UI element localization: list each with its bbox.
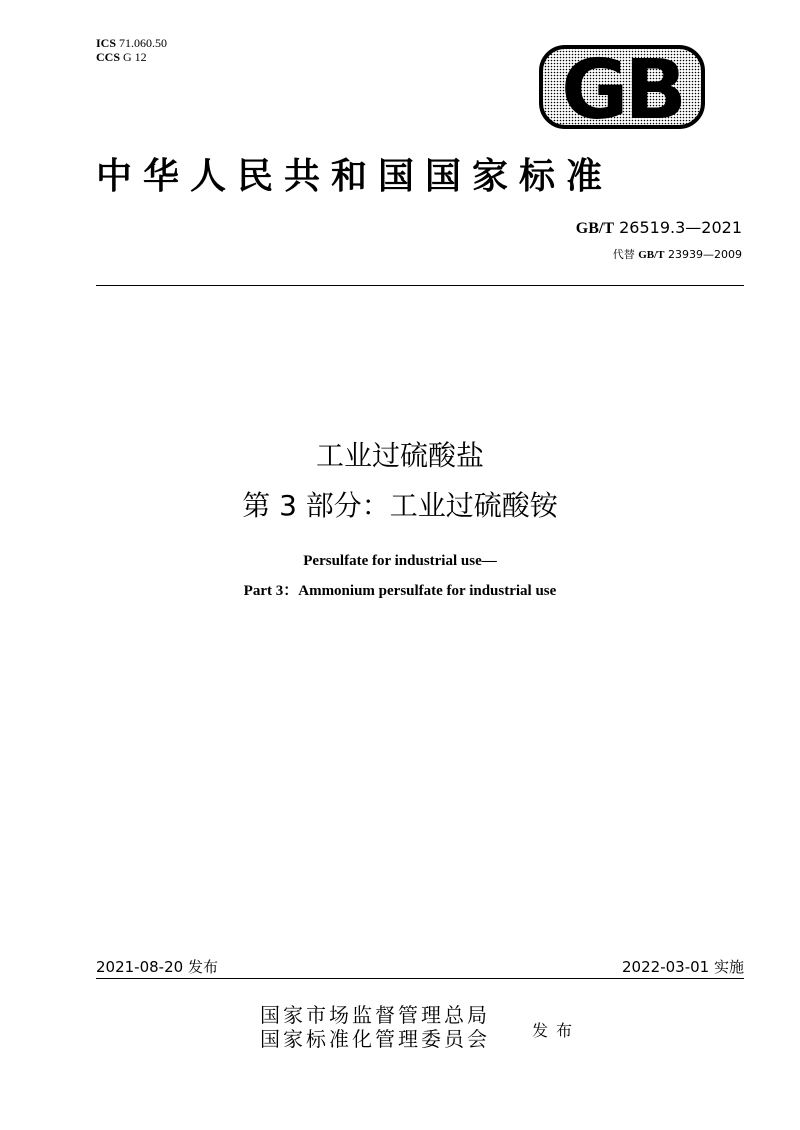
top-divider	[96, 285, 744, 286]
svg-text:GB: GB	[561, 44, 683, 130]
standard-number	[576, 218, 742, 238]
ics-value: 71.060.50	[119, 36, 168, 50]
replaces-standard	[613, 246, 742, 262]
publishers	[260, 1003, 490, 1051]
english-title-line-1: Persulfate for industrial use—	[303, 553, 497, 569]
standard-prefix: GB/T	[575, 220, 615, 237]
ccs-code	[96, 50, 167, 64]
bottom-divider	[96, 978, 744, 979]
ccs-value: G 12	[123, 50, 147, 64]
standard-number-value: 26519.3—2021	[619, 218, 742, 237]
issue-date-value: 2021-08-20	[96, 958, 184, 976]
ics-code	[96, 36, 167, 50]
english-title-line-2: Part 3：Ammonium persulfate for industrial use	[243, 583, 557, 599]
replaces-prefix: GB/T	[638, 249, 665, 261]
replaces-label: 代替	[612, 248, 635, 261]
gb-logo	[538, 44, 706, 130]
chinese-title-line-2: 第 3 部分：工业过硫酸铵	[242, 489, 558, 522]
ccs-label: CCS	[96, 50, 121, 64]
issue-date	[96, 956, 218, 977]
replaces-number: 23939—2009	[668, 248, 742, 261]
publisher-sac: 国家标准化管理委员会	[260, 1027, 490, 1051]
national-standard-heading: 中华人民共和国国家标准	[96, 155, 614, 197]
classification-codes	[96, 36, 167, 64]
publisher-samr: 国家市场监督管理总局	[260, 1003, 490, 1027]
chinese-title-line-1: 工业过硫酸盐	[315, 439, 484, 472]
implement-date-value: 2022-03-01	[622, 958, 710, 976]
issue-label: 发布	[187, 958, 218, 976]
implement-label: 实施	[713, 958, 744, 976]
ics-label: ICS	[96, 36, 117, 50]
publish-verb: 发布	[532, 1021, 581, 1040]
implementation-date	[622, 956, 744, 977]
